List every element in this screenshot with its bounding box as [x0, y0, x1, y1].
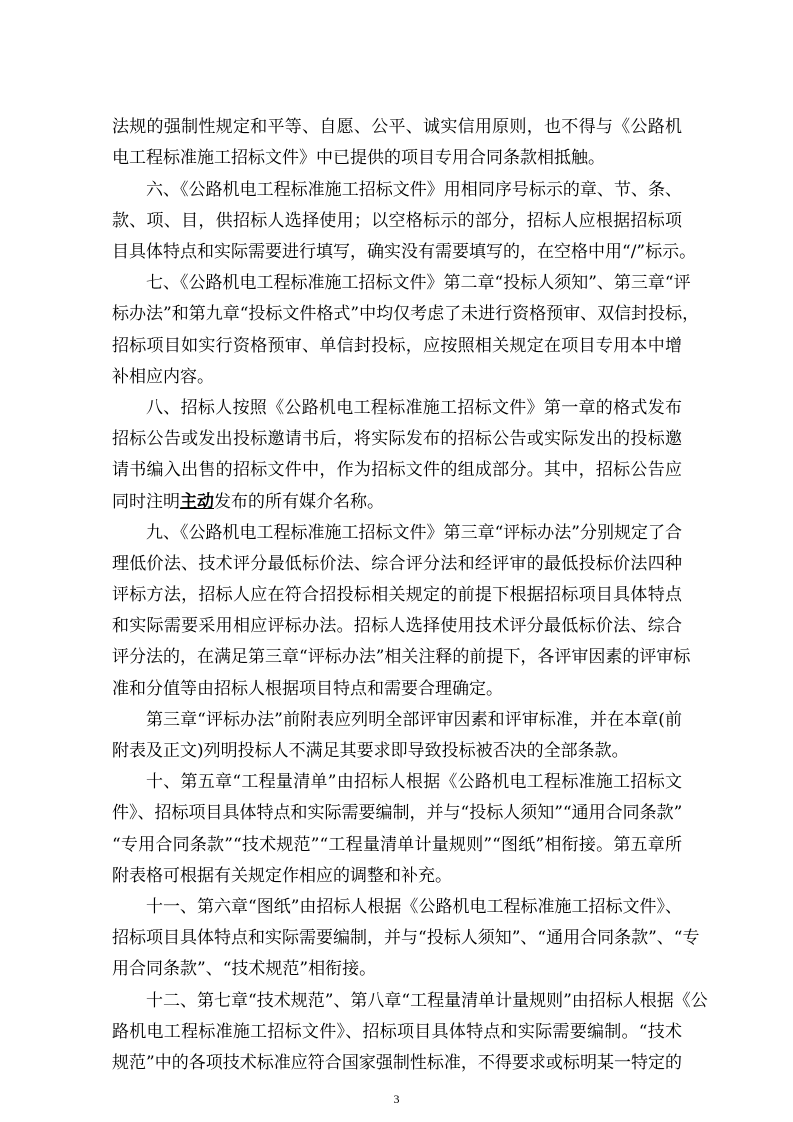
- text-line: 招标公告或发出投标邀请书后，将实际发布的招标公告或实际发出的投标邀: [112, 429, 682, 449]
- text-line: [112, 492, 682, 512]
- text-line: 款、项、目，供招标人选择使用；以空格标示的部分，招标人应根据招标项: [112, 211, 682, 231]
- text-line: 路机电工程标准施工招标文件》、招标项目具体特点和实际需要编制。“技术: [112, 1022, 682, 1042]
- text-line: “专用合同条款”“技术规范”“工程量清单计量规则”“图纸”相衔接。第五章所: [112, 835, 682, 855]
- page-number: 3: [393, 1092, 400, 1106]
- text-line: 附表及正文)列明投标人不满足其要求即导致投标被否决的全部条款。: [112, 741, 629, 761]
- emphasis-underlined: 主动: [180, 492, 214, 512]
- text-line: 和实际需要采用相应评标办法。招标人选择使用技术评分最低标价法、综合: [112, 616, 682, 636]
- text-line: 理低价法、技术评分最低标价法、综合评分法和经评审的最低投标价法四种: [112, 554, 682, 574]
- text-line: 补相应内容。: [112, 367, 214, 387]
- text-line: 评分法的，在满足第三章“评标办法”相关注释的前提下，各评审因素的评审标: [112, 647, 691, 667]
- text-line: 准和分值等由招标人根据项目特点和需要合理确定。: [112, 679, 503, 699]
- text-line: 目具体特点和实际需要进行填写，确实没有需要填写的，在空格中用“/”标示。: [112, 242, 697, 262]
- text-line: 法规的强制性规定和平等、自愿、公平、诚实信用原则，也不得与《公路机: [112, 117, 682, 137]
- text-span: 发布的所有媒介名称。: [214, 492, 384, 512]
- text-line: 第三章“评标办法”前附表应列明全部评审因素和评审标准，并在本章(前: [146, 710, 682, 730]
- text-line: 用合同条款”、“技术规范”相衔接。: [112, 959, 377, 979]
- text-line: 七、《公路机电工程标准施工招标文件》第二章“投标人须知”、第三章“评: [146, 273, 691, 293]
- text-line: 评标方法，招标人应在符合招投标相关规定的前提下根据招标项目具体特点: [112, 585, 682, 605]
- text-span: 同时注明: [112, 492, 180, 512]
- text-line: 十一、第六章“图纸”由招标人根据《公路机电工程标准施工招标文件》、: [146, 897, 682, 917]
- text-line: 请书编入出售的招标文件中，作为招标文件的组成部分。其中，招标公告应: [112, 460, 682, 480]
- text-line: 附表格可根据有关规定作相应的调整和补充。: [112, 866, 452, 886]
- text-line: 规范”中的各项技术标准应符合国家强制性标准，不得要求或标明某一特定的: [112, 1053, 682, 1073]
- text-line: 六、《公路机电工程标准施工招标文件》用相同序号标示的章、节、条、: [146, 180, 682, 200]
- text-line: 十二、第七章“技术规范”、第八章“工程量清单计量规则”由招标人根据《公: [146, 991, 708, 1011]
- text-line: 招标项目如实行资格预审、单信封投标，应按照相关规定在项目专用本中增: [112, 336, 682, 356]
- text-line: 电工程标准施工招标文件》中已提供的项目专用合同条款相抵触。: [112, 148, 605, 168]
- text-line: 十、第五章“工程量清单”由招标人根据《公路机电工程标准施工招标文: [146, 772, 682, 792]
- text-line: 八、招标人按照《公路机电工程标准施工招标文件》第一章的格式发布: [146, 398, 682, 418]
- text-line: 招标项目具体特点和实际需要编制，并与“投标人须知”、“通用合同条款”、“专: [112, 928, 700, 948]
- text-line: 件》、招标项目具体特点和实际需要编制，并与“投标人须知”“通用合同条款”: [112, 803, 683, 823]
- text-line: 九、《公路机电工程标准施工招标文件》第三章“评标办法”分别规定了合: [146, 523, 682, 543]
- text-line: 标办法”和第九章“投标文件格式”中均仅考虑了未进行资格预审、双信封投标，: [112, 304, 700, 324]
